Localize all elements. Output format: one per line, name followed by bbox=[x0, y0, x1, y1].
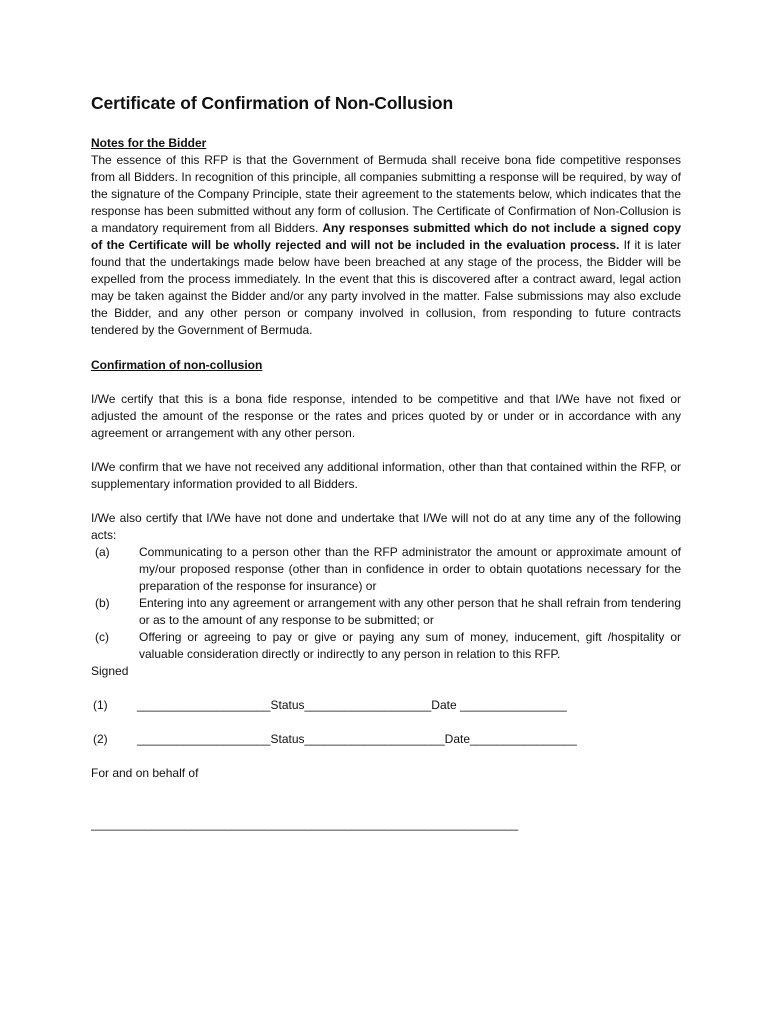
notes-paragraph bbox=[91, 152, 681, 339]
confirm-paragraph: I/We confirm that we have not received any additional information, other than that contained within the RFP, or supplementary information provided to all Bidders. bbox=[91, 460, 681, 491]
list-item bbox=[91, 595, 681, 629]
certificate-page bbox=[91, 92, 681, 833]
page-title: Certificate of Confirmation of Non-Collusion bbox=[91, 93, 454, 113]
signed-label: Signed bbox=[91, 664, 129, 678]
list-marker: (a) bbox=[95, 545, 110, 559]
notes-heading: Notes for the Bidder bbox=[91, 136, 207, 150]
list-text: Communicating to a person other than the RFP administrator the amount or approximate amount of my/our proposed response (other than in confidence in order to obtain quotations necessary for the preparation of the response for insurance) or bbox=[139, 545, 681, 593]
signature-row-2[interactable] bbox=[91, 731, 681, 748]
notes-text-part1: The essence of this RFP is that the Government of Bermuda shall receive bona fide competitive responses from all Bidders. In recognition of this principle, all companies submitting a response will be required, by way of the signature of the Company Principle, state their agreement to the statements below, which indicates that the response has been submitted without any form of collusion. The Certificate of Confirmation of Non-Collusion is a mandatory requirement from all Bidders. bbox=[91, 153, 681, 235]
confirmation-heading: Confirmation of non-collusion bbox=[91, 358, 263, 372]
certify-paragraph: I/We certify that this is a bona fide response, intended to be competitive and that I/We have not fixed or adjusted the amount of the response or the rates and prices quoted by or under or in accordance with any agreement or arrangement with any other person. bbox=[91, 392, 681, 440]
behalf-signature-line[interactable]: ________________________________________________________________ bbox=[91, 817, 519, 831]
signature-row-1[interactable] bbox=[91, 697, 681, 714]
list-item bbox=[91, 629, 681, 663]
list-marker: (b) bbox=[95, 596, 110, 610]
list-item bbox=[91, 544, 681, 595]
behalf-label: For and on behalf of bbox=[91, 766, 199, 780]
notes-bold-text: Any responses submitted which do not include a signed copy of the Certificate will be wholly rejected and will not be included in the evaluation process. bbox=[91, 221, 681, 252]
acts-list bbox=[91, 544, 681, 663]
signature-number: (1) bbox=[93, 698, 108, 712]
notes-text-part2: If it is later found that the undertakings made below have been breached at any stage of the process, the Bidder will be expelled from the process immediately. In the event that this is discovered after a contract award, legal action may be taken against the Bidder and/or any party involved in the matter. False submissions may also exclude the Bidder, and any other person or company involved in collusion, from responding to future contracts tendered by the Government of Bermuda. bbox=[91, 238, 681, 337]
list-text: Entering into any agreement or arrangement with any other person that he shall refrain from tendering or as to the amount of any response to be submitted; or bbox=[139, 596, 681, 627]
signature-line[interactable]: ____________________Status_____________________Date________________ bbox=[137, 732, 577, 746]
signature-line[interactable]: ____________________Status___________________Date ________________ bbox=[137, 698, 567, 712]
signature-number: (2) bbox=[93, 732, 108, 746]
also-certify-paragraph: I/We also certify that I/We have not done and undertake that I/We will not do at any time any of the following acts: bbox=[91, 511, 681, 542]
list-text: Offering or agreeing to pay or give or paying any sum of money, inducement, gift /hospitality or valuable consideration directly or indirectly to any person in relation to this RFP. bbox=[139, 630, 681, 661]
list-marker: (c) bbox=[95, 630, 109, 644]
